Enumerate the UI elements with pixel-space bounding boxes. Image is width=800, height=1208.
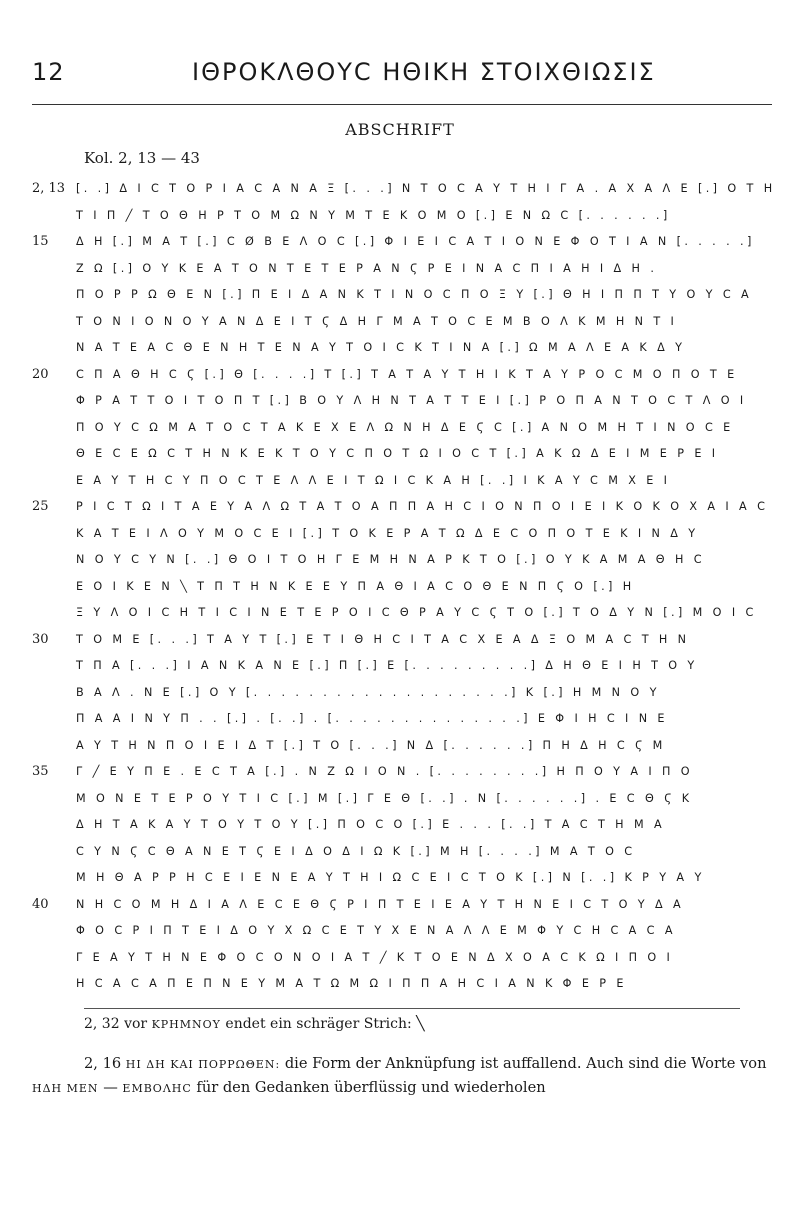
text-line xyxy=(32,362,782,389)
page-header xyxy=(32,58,772,98)
footnote-greek-word: ΕΜΒΟΛΗC xyxy=(122,1082,192,1095)
line-text: Ζ Ω [.] Ο Υ Κ Ε Α Τ Ο Ν Τ Ε Τ Ε Ρ Α Ν Ϛ Ρ Ε Ι Ν Α C Π Ι Α Η Ι Δ Η . xyxy=(76,261,658,275)
line-text: Π Α Α Ι Ν Υ Π . . [.] . [. .] . [. . . . . . . . . . . . . .] Ε Φ Ι Η C Ι Ν Ε xyxy=(76,712,668,725)
line-text: Ε Ο Ι Κ Ε Ν ╲ Τ Π Τ Η Ν Κ Ε Ε Υ Π Α Θ Ι Α C Ο Θ Ε Ν Π Ϛ Ο [.] Η xyxy=(76,579,635,593)
line-number: 2, 13 xyxy=(32,181,66,196)
footnote-text: die Form der Anknüpfung ist auffallend. Auch sind die Worte von xyxy=(284,1055,767,1072)
footnote-dash: — xyxy=(103,1079,118,1096)
line-number: 15 xyxy=(32,234,49,249)
text-line xyxy=(32,971,782,998)
text-line xyxy=(32,653,782,680)
text-line xyxy=(32,892,782,919)
header-rule xyxy=(32,104,772,105)
line-text: Ε Α Υ Τ Η C Υ Π Ο C Τ Ε Λ Λ Ε Ι Τ Ω Ι C Κ Α Η [. .] Ι Κ Α Υ C Μ Χ Ε Ι xyxy=(76,473,671,487)
footnote-text: für den Gedanken überflüssig und wiederholen xyxy=(196,1079,546,1096)
footnote-text: vor xyxy=(124,1016,148,1032)
text-line xyxy=(32,918,782,945)
text-line xyxy=(32,812,782,839)
text-line xyxy=(32,627,782,654)
footnote-ref: 2, 32 xyxy=(84,1016,120,1032)
text-line xyxy=(32,680,782,707)
line-text: Ν Α Τ Ε Α C Θ Ε Ν Η Τ Ε Ν Α Υ Τ Ο Ι C Κ Τ Ι Ν Α [.] Ω Μ Α Λ Ε Α Κ Δ Υ xyxy=(76,341,686,354)
text-line xyxy=(32,415,782,442)
line-text: Γ ╱ Ε Υ Π Ε . Ε C Τ Α [.] . Ν Ζ Ω Ι Ο Ν . [. . . . . . . .] Η Π Ο Υ Α Ι Π Ο xyxy=(76,765,694,778)
footnote-line-32 xyxy=(84,1016,425,1032)
footnote-text: endet ein schräger Strich: xyxy=(225,1016,412,1032)
line-text: Θ Ε C Ε Ω C Τ Η Ν Κ Ε Κ Τ Ο Υ C Π Ο Τ Ω Ι Ο C Τ [.] Α Κ Ω Δ Ε Ι Μ Ε Ρ Ε Ι xyxy=(76,447,719,460)
line-text: Η C Α C Α Π Ε Π Ν Ε Υ Μ Α Τ Ω Μ Ω Ι Π Π Α Η C Ι Α Ν Κ Φ Ε Ρ Ε xyxy=(76,977,627,990)
line-text: Δ Η [.] Μ Α Τ [.] C Ø Β Ε Λ Ο C [.] Φ Ι Ε Ι C Α Τ Ι Ο Ν Ε Φ Ο Τ Ι Α Ν [. . . . .] xyxy=(76,235,755,248)
line-text: Μ Η Θ Α Ρ Ρ Η C Ε Ι Ε Ν Ε Α Υ Τ Η Ι Ω C Ε Ι C Τ Ο Κ [.] Ν [. .] Κ Ρ Υ Α Υ xyxy=(76,871,705,884)
text-line xyxy=(32,335,782,362)
text-line xyxy=(32,176,782,203)
text-line xyxy=(32,282,782,309)
text-line xyxy=(32,706,782,733)
text-line xyxy=(32,388,782,415)
column-reference: Kol. 2, 13 — 43 xyxy=(84,149,200,167)
line-text: Φ Ο C Ρ Ι Π Τ Ε Ι Δ Ο Υ Χ Ω C Ε Τ Υ Χ Ε Ν Α Λ Λ Ε Μ Φ Υ C Η C Α C Α xyxy=(76,924,676,937)
section-title: ABSCHRIFT xyxy=(345,120,455,139)
text-line xyxy=(32,733,782,760)
slash-symbol: ╲ xyxy=(416,1016,425,1032)
line-text: Τ Ο Μ Ε [. . .] Τ Α Υ Τ [.] Ε Τ Ι Θ Η C Ι Τ Α C Χ Ε Α Δ Ξ Ο Μ Α C Τ Η Ν xyxy=(76,632,690,646)
line-text: Ξ Υ Λ Ο Ι C Η Τ Ι C Ι Ν Ε Τ Ε Ρ Ο Ι C Θ Ρ Α Υ C Ϛ Τ Ο [.] Τ Ο Δ Υ Ν [.] Μ Ο Ι C xyxy=(76,606,757,619)
page-number: 12 xyxy=(32,58,65,86)
line-text: Α Υ Τ Η Ν Π Ο Ι Ε Ι Δ Τ [.] Τ Ο [. . .] Ν Δ [. . . . . .] Π Η Δ Η C Ϛ Μ xyxy=(76,738,666,752)
text-line xyxy=(32,521,782,548)
line-text: Π Ο Υ C Ω Μ Α Τ Ο C Τ Α Κ Ε Χ Ε Λ Ω Ν Η Δ Ε Ϛ C [.] Α Ν Ο Μ Η Τ Ι Ν Ο C Ε xyxy=(76,420,734,434)
line-text: Τ Ι Π ╱ Τ Ο Θ Η Ρ Τ Ο Μ Ω Ν Υ Μ Τ Ε Κ Ο Μ Ο [.] Ε Ν Ω C [. . . . . .] xyxy=(76,208,671,222)
text-line xyxy=(32,547,782,574)
footnote-greek-word: ΗΔΗ ΜΕΝ xyxy=(32,1082,99,1095)
text-line xyxy=(32,256,782,283)
footnote-greek-word: ΚΡΗΜΝΟΥ xyxy=(151,1018,221,1031)
text-line xyxy=(32,600,782,627)
text-line xyxy=(32,203,782,230)
footnote-ref: 2, 16 xyxy=(84,1055,122,1072)
line-text: Ρ Ι C Τ Ω Ι Τ Α Ε Υ Α Λ Ω Τ Α Τ Ο Α Π Π Α Η C Ι Ο Ν Π Ο Ι Ε Ι Κ Ο Κ Ο Χ Α Ι Α C xyxy=(76,500,769,513)
footnote-line-16 xyxy=(32,1052,772,1100)
line-text: Φ Ρ Α Τ Τ Ο Ι Τ Ο Π Τ [.] Β Ο Υ Λ Η Ν Τ Α Τ Τ Ε Ι [.] Ρ Ο Π Α Ν Τ Ο C Τ Λ Ο Ι xyxy=(76,394,747,407)
line-text: C Υ Ν Ϛ C Θ Α Ν Ε Τ Ϛ Ε Ι Δ Ο Δ Ι Ω Κ [.] Μ Η [. . . .] Μ Α Τ Ο C xyxy=(76,844,636,858)
line-text: Π Ο Ρ Ρ Ω Θ Ε Ν [.] Π Ε Ι Δ Α Ν Κ Τ Ι Ν Ο C Π Ο Ξ Υ [.] Θ Η Ι Π Π Τ Υ Ο Υ C Α xyxy=(76,288,753,301)
text-line xyxy=(32,945,782,972)
line-text: Κ Α Τ Ε Ι Λ Ο Υ Μ Ο C Ε Ι [.] Τ Ο Κ Ε Ρ Α Τ Ω Δ Ε C Ο Π Ο Τ Ε Κ Ι Ν Δ Υ xyxy=(76,526,699,540)
line-text: Ν Η C Ο Μ Η Δ Ι Α Λ Ε C Ε Θ Ϛ Ρ Ι Π Τ Ε Ι Ε Α Υ Τ Η Ν Ε Ι C Τ Ο Υ Δ Α xyxy=(76,897,685,911)
line-text: Δ Η Τ Α Κ Α Υ Τ Ο Υ Τ Ο Υ [.] Π Ο C Ο [.] Ε . . . [. .] Τ Α C Τ Η Μ Α xyxy=(76,818,665,831)
text-line xyxy=(32,229,782,256)
line-text: Ν Ο Υ C Υ Ν [. .] Θ Ο Ι Τ Ο Η Γ Ε Μ Η Ν Α Ρ Κ Τ Ο [.] Ο Υ Κ Α Μ Α Θ Η C xyxy=(76,553,705,566)
line-number: 25 xyxy=(32,499,49,514)
text-line xyxy=(32,309,782,336)
text-line xyxy=(32,865,782,892)
text-line xyxy=(32,574,782,601)
line-number: 20 xyxy=(32,366,49,382)
line-text: Γ Ε Α Υ Τ Η Ν Ε Φ Ο C Ο Ν Ο Ι Α Τ ╱ Κ Τ Ο Ε Ν Δ Χ Ο Α C Κ Ω Ι Π Ο Ι xyxy=(76,950,674,964)
text-line xyxy=(32,759,782,786)
text-line xyxy=(32,441,782,468)
line-text: Μ Ο Ν Ε Τ Ε Ρ Ο Υ Τ Ι C [.] Μ [.] Γ Ε Θ [. .] . Ν [. . . . . .] . Ε C Θ Ϛ Κ xyxy=(76,791,693,805)
text-line xyxy=(32,494,782,521)
line-number: 40 xyxy=(32,896,49,912)
line-text: Τ Ο Ν Ι Ο Ν Ο Υ Α Ν Δ Ε Ι Τ Ϛ Δ Η Γ Μ Α Τ Ο C Ε Μ Β Ο Λ Κ Μ Η Ν Τ Ι xyxy=(76,314,678,328)
running-title: ΙΘΡΟΚΛΘΟΥС ΗΘΙΚΗ ΣΤΟΙΧΘΙΩΣΙΣ xyxy=(192,58,656,86)
text-line xyxy=(32,839,782,866)
line-text: C Π Α Θ Η C Ϛ [.] Θ [. . . .] Τ [.] Τ Α Τ Α Υ Τ Η Ι Κ Τ Α Υ Ρ Ο C Μ Ο Π Ο Τ Ε xyxy=(76,367,738,381)
transcription-lines xyxy=(32,176,782,998)
line-text: Β Α Λ . Ν Ε [.] Ο Υ [. . . . . . . . . . . . . . . . . . .] Κ [.] Η Μ Ν Ο Υ xyxy=(76,685,660,699)
text-line xyxy=(32,468,782,495)
line-number: 35 xyxy=(32,764,49,779)
line-text: [. .] Δ Ι C Τ Ο Ρ Ι Α C Α Ν Α Ξ [. . .] Ν Τ Ο C Α Υ Τ Η Ι Γ Α . Α Χ Α Λ Ε [.] Ο Τ Η xyxy=(76,182,776,195)
line-number: 30 xyxy=(32,631,49,647)
footnote-rule xyxy=(84,1008,740,1009)
text-line xyxy=(32,786,782,813)
footnote-greek-phrase: ΗΙ ΔΗ ΚΑΙ ΠΟΡΡΩΘΕΝ: xyxy=(125,1058,281,1071)
line-text: Τ Π Α [. . .] Ι Α Ν Κ Α Ν Ε [.] Π [.] Ε [. . . . . . . . .] Δ Η Θ Ε Ι Η Τ Ο Υ xyxy=(76,659,698,672)
